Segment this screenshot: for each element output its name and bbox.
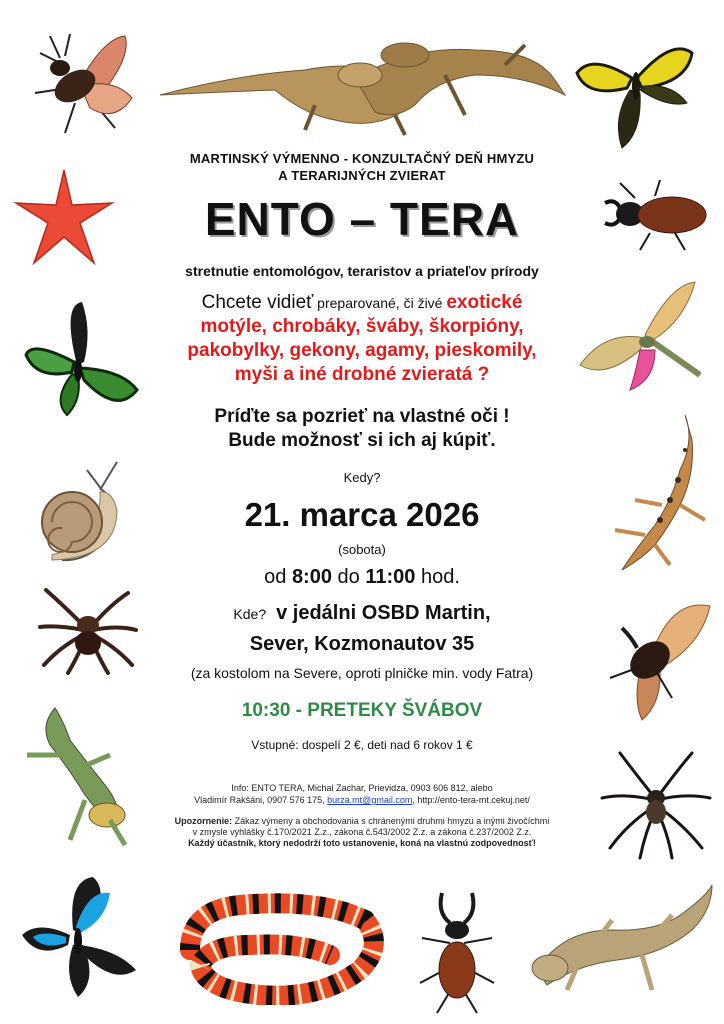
- green-butterfly-icon: [22, 300, 140, 418]
- event-date: 21. marca 2026: [244, 496, 480, 533]
- gecko-icon: [600, 410, 712, 580]
- snail-icon: [22, 450, 127, 565]
- email-link[interactable]: burza.mt@gmail.com: [327, 795, 413, 805]
- event-weekday: (sobota): [338, 542, 386, 557]
- question-line-3: pakobylky, gekony, agamy, pieskomily,: [187, 340, 537, 361]
- question-line-2: motýle, chrobáky, šváby, škorpióny,: [200, 316, 524, 337]
- bearded-dragon-icon: [522, 880, 717, 1005]
- invite-line-2: Bude možnosť si ich aj kúpiť.: [228, 430, 496, 451]
- warning-line-3: Každý účastník, ktorý nedodrží toto ustanovenie, koná na vlastnú zodpovednosť!: [188, 838, 536, 848]
- beetle-icon: [20, 28, 140, 138]
- place-note: (za kostolom na Severe, oproti plničke min. vody Fatra): [190, 665, 534, 681]
- time-from-word: od: [264, 566, 292, 588]
- starfish-icon: [12, 165, 117, 270]
- warning-label: Upozornenie:: [174, 816, 233, 826]
- time-unit: hod.: [415, 566, 460, 588]
- agama-lizards-icon: [155, 20, 575, 140]
- time-from: 8:00: [291, 566, 332, 588]
- yellow-butterfly-icon: [572, 28, 702, 153]
- place-venue: v jedálni OSBD Martin,: [276, 602, 491, 624]
- question-text-3: exotické: [446, 292, 523, 313]
- milk-snake-icon: [170, 890, 390, 1005]
- tagline: stretnutie entomológov, teraristov a priateľov prírody: [185, 263, 539, 279]
- time-to-word: do: [331, 566, 366, 588]
- time-to: 11:00: [365, 566, 416, 588]
- blue-butterfly-icon: [18, 875, 143, 1000]
- contact-line-1: Info: ENTO TERA, Michal Zachar, Prievidza, 0903 606 812, alebo: [231, 783, 493, 793]
- flying-beetle-icon: [602, 598, 714, 723]
- entry-fee: Vstupné: dospelí 2 €, deti nad 6 rokov 1 €: [251, 738, 473, 752]
- spider-icon: [600, 748, 712, 860]
- tarantula-icon: [38, 585, 138, 675]
- subtitle-line-2: A TERARIJNÝCH ZVIERAT: [278, 168, 446, 183]
- question-text-1: Chcete vidieť: [201, 292, 314, 313]
- when-label: Kedy?: [343, 470, 381, 485]
- question-text-2: preparované, či živé: [313, 295, 447, 311]
- invite-line-1: Príďte sa pozrieť na vlastné oči !: [214, 406, 510, 427]
- question-line-4: myši a iné drobné zvieratá ?: [234, 364, 490, 385]
- warning-line-2: v zmysle vyhlášky č.170/2021 Z.z., zákona č.543/2002 Z.z. a zákona č.237/2002 Z.z.: [192, 827, 532, 837]
- event-title: ENTO – TERA: [204, 193, 520, 245]
- pink-grasshopper-icon: [575, 280, 710, 395]
- lizard-icon: [15, 700, 133, 850]
- stag-beetle-bottom-icon: [412, 888, 502, 1018]
- cockroach-race: 10:30 - PRETEKY ŠVÁBOV: [241, 700, 483, 721]
- stag-beetle-icon: [600, 178, 712, 253]
- place-label: Kde?: [233, 606, 267, 622]
- place-line-2: Sever, Kozmonautov 35: [249, 633, 475, 655]
- contact-phone: Vladimír Rakšáni, 0907 576 175,: [194, 795, 328, 805]
- subtitle-line-1: MARTINSKÝ VÝMENNO - KONZULTAČNÝ DEŇ HMYZU: [189, 151, 535, 166]
- website-text: , http://ento-tera-mt.cekuj.net/: [412, 795, 530, 805]
- warning-text-1: Zákaz výmeny a obchodovania s chránenými druhmi hmyzu a inými živočíchmi: [232, 816, 550, 826]
